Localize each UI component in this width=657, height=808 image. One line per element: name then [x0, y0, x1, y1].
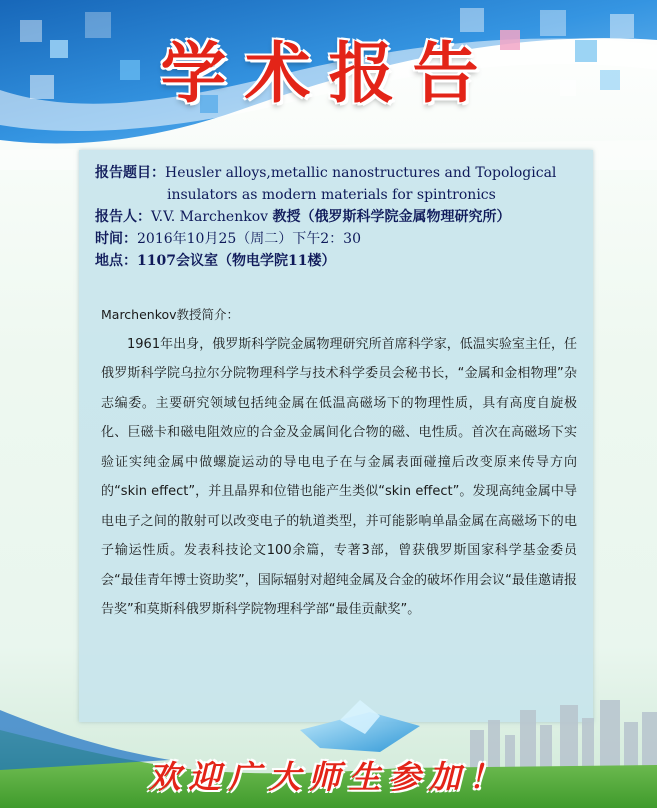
time-row — [95, 228, 595, 250]
speaker-title: 教授（俄罗斯科学院金属物理研究所） — [272, 209, 511, 225]
topic-label: 报告题目： — [95, 165, 165, 181]
bio-intro: Marchenkov教授简介： — [101, 307, 240, 322]
topic-line2: insulators as modern materials for spintronics — [167, 187, 496, 203]
poster-title: 学术报告 — [160, 34, 497, 112]
bio-paragraph: 1961年出身，俄罗斯科学院金属物理研究所首席科学家，低温实验室主任，任俄罗斯科学院乌拉尔分院物理科学与技术科学委员会秘书长，“金属和金相物理”杂志编委。主要研究领域包括纯金属在低温高磁场下的物理性质，具有高度自旋极化、巨磁卡和磁电阻效应的合金及金属间化合物的磁、电性质。首次在高磁场下实验证实纯金属中做螺旋运动的导电电子在与金属表面碰撞后改变原来传导方向的“skin effect”，并且晶界和位错也能产生类似“skin effect”。发现高纯金属中导电电子之间的散射可以改变电子的轨道类型，并可能影响单晶金属在高磁场下的电子输运性质。发表科技论文100余篇，专著3部，曾获俄罗斯国家科学基金委员会“最佳青年博士资助奖”，国际辐射对超纯金属及合金的破坏作用会议“最佳邀请报告奖”和莫斯科俄罗斯科学院物理科学部“最佳贡献奖”。 — [101, 336, 577, 617]
time-value-clock: 2：30 — [320, 231, 361, 247]
place-value: 1107会议室（物电学院11楼） — [137, 253, 336, 269]
time-label: 时间： — [95, 231, 137, 247]
place-row — [95, 250, 595, 272]
welcome-banner: 欢迎广大师生参加！ — [148, 758, 509, 796]
topic-row — [95, 162, 595, 184]
speaker-name: V.V. Marchenkov — [151, 209, 269, 225]
place-label: 地点： — [95, 253, 137, 269]
bio-section — [101, 300, 577, 625]
topic-line1: Heusler alloys,metallic nanostructures and Topological — [165, 165, 557, 181]
report-info — [95, 162, 595, 272]
topic-row-2 — [95, 184, 595, 206]
speaker-label: 报告人： — [95, 209, 151, 225]
time-value-date: 2016年10月25（周二）下午 — [137, 231, 321, 247]
speaker-row — [95, 206, 595, 228]
